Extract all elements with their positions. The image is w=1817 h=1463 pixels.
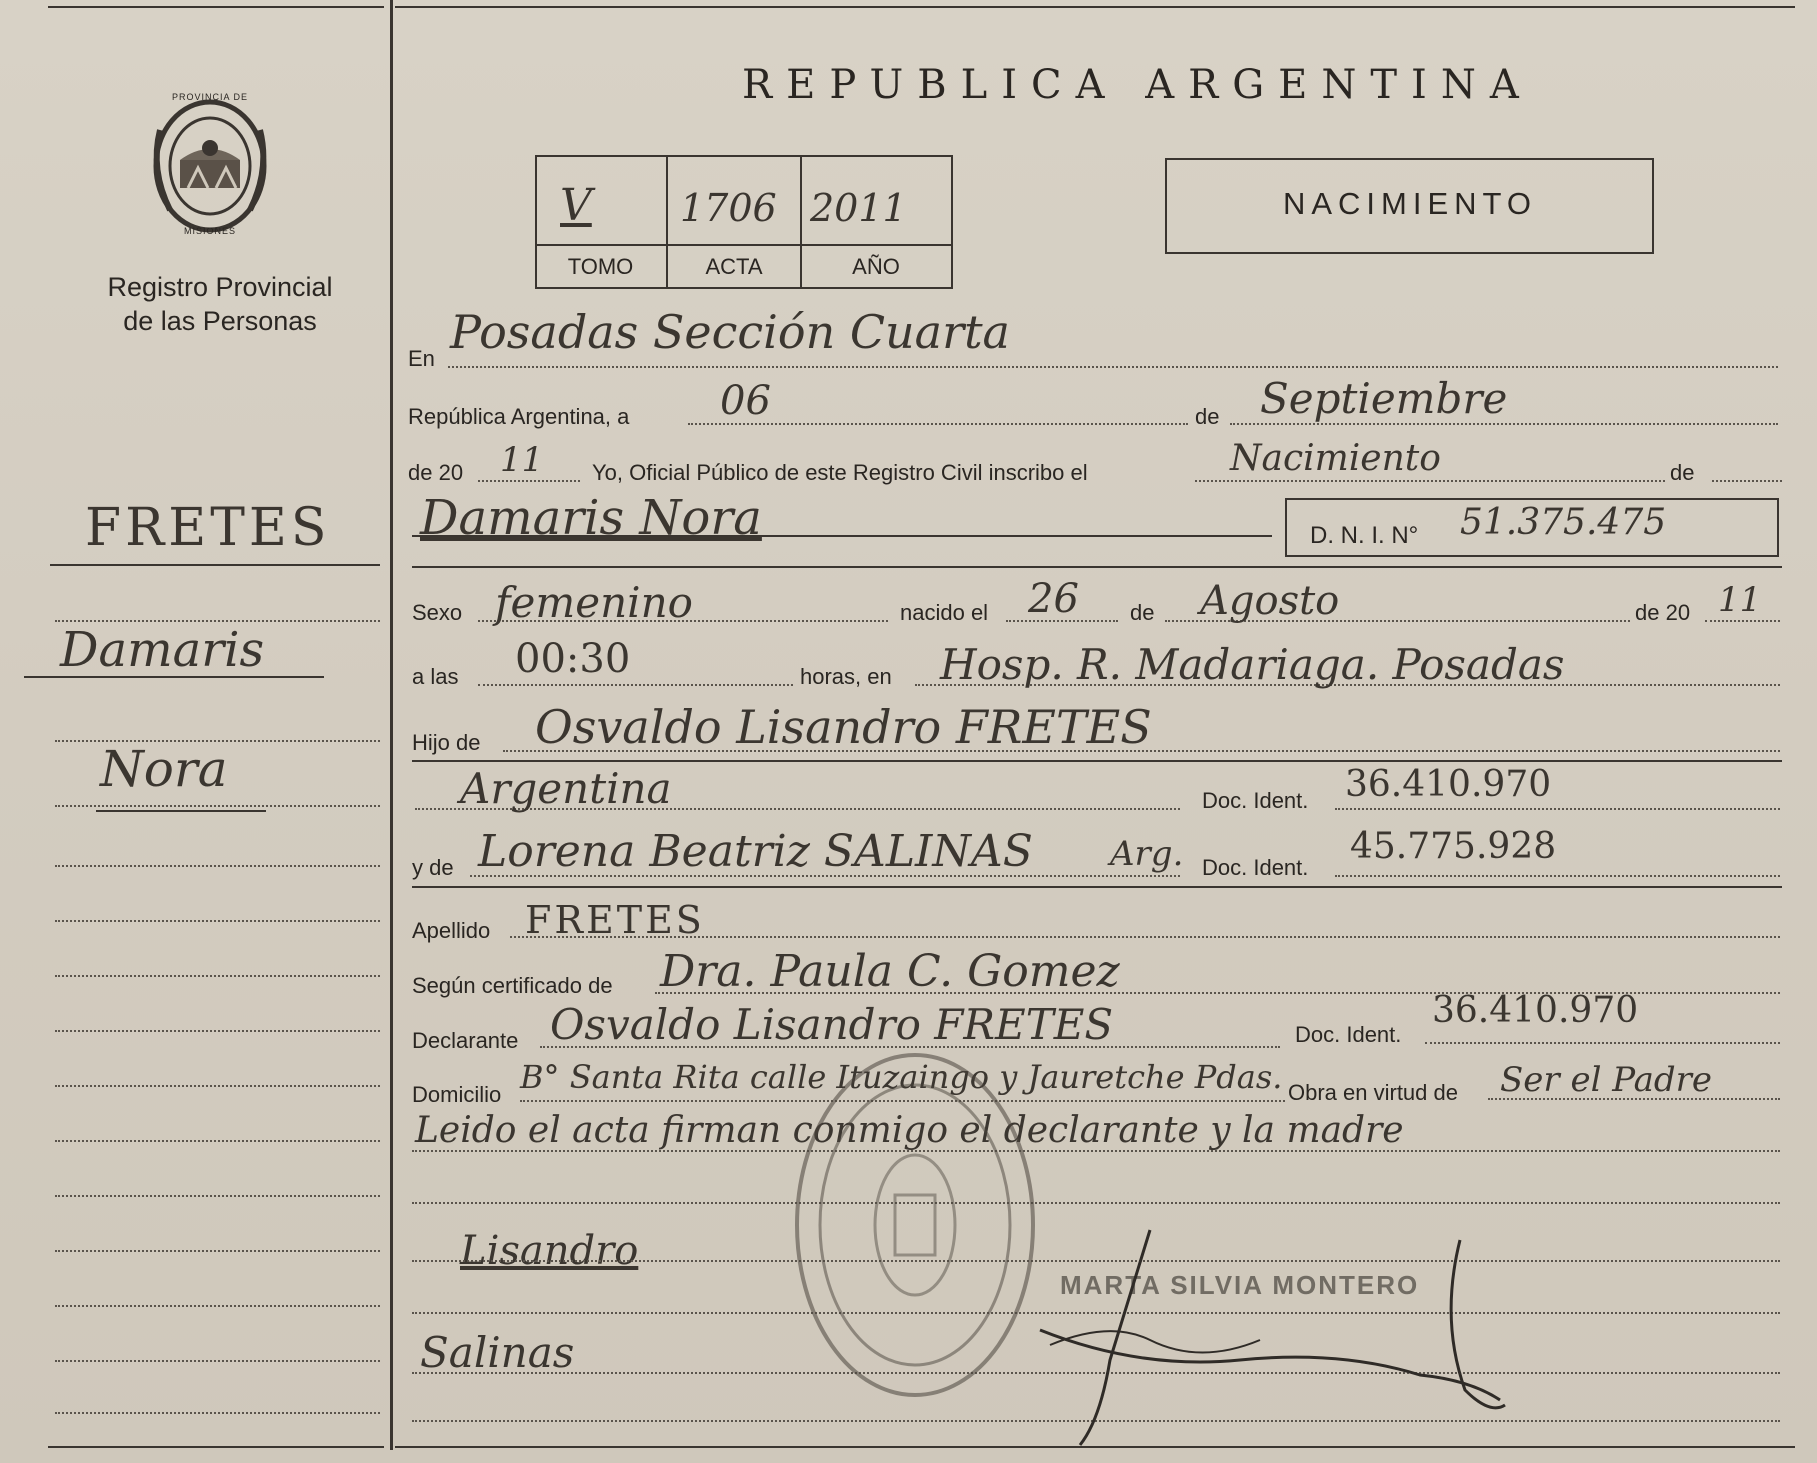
label-de20-end: de 20	[1635, 600, 1691, 625]
label-sexo: Sexo	[412, 600, 463, 625]
value-sexo: femenino	[495, 578, 693, 627]
dots-mes	[1230, 423, 1778, 425]
label-apellido: Apellido	[412, 918, 491, 943]
value-nacionalidad-padre: Argentina	[460, 764, 672, 813]
label-nacido: nacido el	[900, 600, 989, 625]
rule-after-nombre	[412, 566, 1782, 568]
dots-anio-nac	[1705, 620, 1780, 622]
value-hora: 00:30	[515, 636, 631, 682]
value-dia: 06	[720, 378, 771, 424]
label-hijo: Hijo de	[412, 730, 481, 755]
signature-mother: Salinas	[420, 1328, 575, 1377]
label-obra: Obra en virtud de	[1288, 1080, 1458, 1105]
label-alas: a las	[412, 664, 459, 689]
value-doc-declarante: 36.410.970	[1432, 990, 1639, 1031]
bottom-rule-left	[48, 1446, 384, 1448]
margin-dots-6	[55, 975, 380, 977]
margin-dots-8	[55, 1085, 380, 1087]
margin-dots-10	[55, 1195, 380, 1197]
label-en: En	[408, 346, 435, 371]
value-anio: 11	[500, 440, 544, 480]
acta-value: 1706	[680, 186, 777, 230]
value-lugar: Posadas Sección Cuarta	[450, 305, 1010, 359]
margin-dots-12	[55, 1305, 380, 1307]
value-certificado: Dra. Paula C. Gomez	[660, 946, 1120, 997]
value-anio-nac: 11	[1718, 580, 1762, 620]
registry-line-2: de las Personas	[123, 306, 317, 336]
label-de20: de 20	[408, 460, 464, 485]
margin-name-1: Damaris	[60, 622, 265, 678]
rule-nombre	[412, 535, 1272, 537]
label-de-end: de	[1670, 460, 1695, 485]
value-dia-nac: 26	[1028, 576, 1079, 622]
margin-surname: FRETES	[85, 498, 331, 558]
dots-tipo	[1195, 480, 1665, 482]
value-mes-nac: Agosto	[1200, 578, 1340, 624]
act-type: NACIMIENTO	[1282, 186, 1538, 221]
dots-anio	[478, 480, 580, 482]
registry-line-1: Registro Provincial	[107, 272, 333, 302]
label-segun: Según certificado de	[412, 973, 613, 998]
margin-rule-1	[50, 564, 380, 566]
value-obra: Ser el Padre	[1500, 1060, 1713, 1100]
anio-label: AÑO	[852, 254, 900, 279]
acta-label: ACTA	[705, 254, 763, 279]
margin-dots-3	[55, 805, 380, 807]
tomo-value: V	[560, 180, 592, 231]
margin-name-2: Nora	[100, 740, 228, 798]
value-declarante: Osvaldo Lisandro FRETES	[550, 1000, 1114, 1049]
margin-rule-2	[24, 676, 324, 678]
value-lectura: Leido el acta firman conmigo el declarante y la madre	[415, 1110, 1404, 1151]
margin-dots-5	[55, 920, 380, 922]
value-doc-padre: 36.410.970	[1345, 764, 1552, 805]
misiones-emblem-icon	[140, 90, 280, 240]
value-dni: 51.375.475	[1460, 502, 1667, 543]
value-lugar-nac: Hosp. R. Madariaga. Posadas	[940, 640, 1565, 689]
top-rule-right	[395, 6, 1795, 8]
dots-hora	[478, 684, 793, 686]
record-label-rule	[535, 244, 951, 246]
value-tipo: Nacimiento	[1230, 438, 1441, 479]
label-republica: República Argentina, a	[408, 404, 630, 429]
value-domicilio: B° Santa Rita calle Ituzaingo y Jauretche Pdas.	[520, 1058, 1283, 1096]
margin-dots-7	[55, 1030, 380, 1032]
label-de-mid: de	[1130, 600, 1155, 625]
label-yde: y de	[412, 855, 454, 880]
value-doc-madre: 45.775.928	[1350, 826, 1557, 867]
value-mes: Septiembre	[1260, 374, 1508, 423]
rule-madre	[412, 886, 1782, 888]
margin-dots-14	[55, 1412, 380, 1414]
label-yo: Yo, Oficial Público de este Registro Civil inscribo el	[592, 460, 1088, 485]
label-horas: horas, en	[800, 664, 892, 689]
tomo-label: TOMO	[567, 254, 634, 279]
label-doc-declarante: Doc. Ident.	[1295, 1022, 1402, 1047]
margin-dots-4	[55, 865, 380, 867]
signature-father: Lisandro	[460, 1228, 639, 1274]
margin-divider	[390, 0, 393, 1450]
margin-rule-3	[96, 810, 266, 812]
dots-en	[448, 366, 1778, 368]
rule-padre	[412, 760, 1782, 762]
label-doc-padre: Doc. Ident.	[1202, 788, 1309, 813]
label-de: de	[1195, 404, 1220, 429]
emblem-bottom-text: MISIONES	[183, 226, 236, 236]
emblem-top-text: PROVINCIA DE	[171, 92, 248, 102]
official-round-seal-icon	[790, 1045, 1040, 1405]
official-stamp-name: MARTA SILVIA MONTERO	[1060, 1270, 1420, 1300]
dots-doc-madre	[1335, 875, 1780, 877]
value-padre: Osvaldo Lisandro FRETES	[535, 700, 1152, 754]
label-domicilio: Domicilio	[412, 1082, 502, 1107]
value-nacionalidad-madre: Arg.	[1110, 834, 1184, 874]
value-nombre: Damaris Nora	[420, 490, 762, 546]
country-title: REPUBLICA ARGENTINA	[742, 62, 1533, 108]
margin-dots-13	[55, 1360, 380, 1362]
label-doc-madre: Doc. Ident.	[1202, 855, 1309, 880]
dots-doc-padre	[1335, 808, 1780, 810]
dots-doc-declarante	[1425, 1042, 1780, 1044]
value-madre: Lorena Beatriz SALINAS	[478, 826, 1033, 877]
value-apellido: FRETES	[525, 898, 705, 942]
registry-name	[60, 270, 380, 338]
margin-dots-9	[55, 1140, 380, 1142]
margin-dots-11	[55, 1250, 380, 1252]
top-rule-left	[48, 6, 384, 8]
official-signature-icon	[1020, 1200, 1520, 1450]
dots-de-end	[1712, 480, 1782, 482]
label-dni: D. N. I. N°	[1310, 522, 1419, 549]
anio-value: 2011	[810, 186, 907, 230]
label-declarante: Declarante	[412, 1028, 519, 1053]
